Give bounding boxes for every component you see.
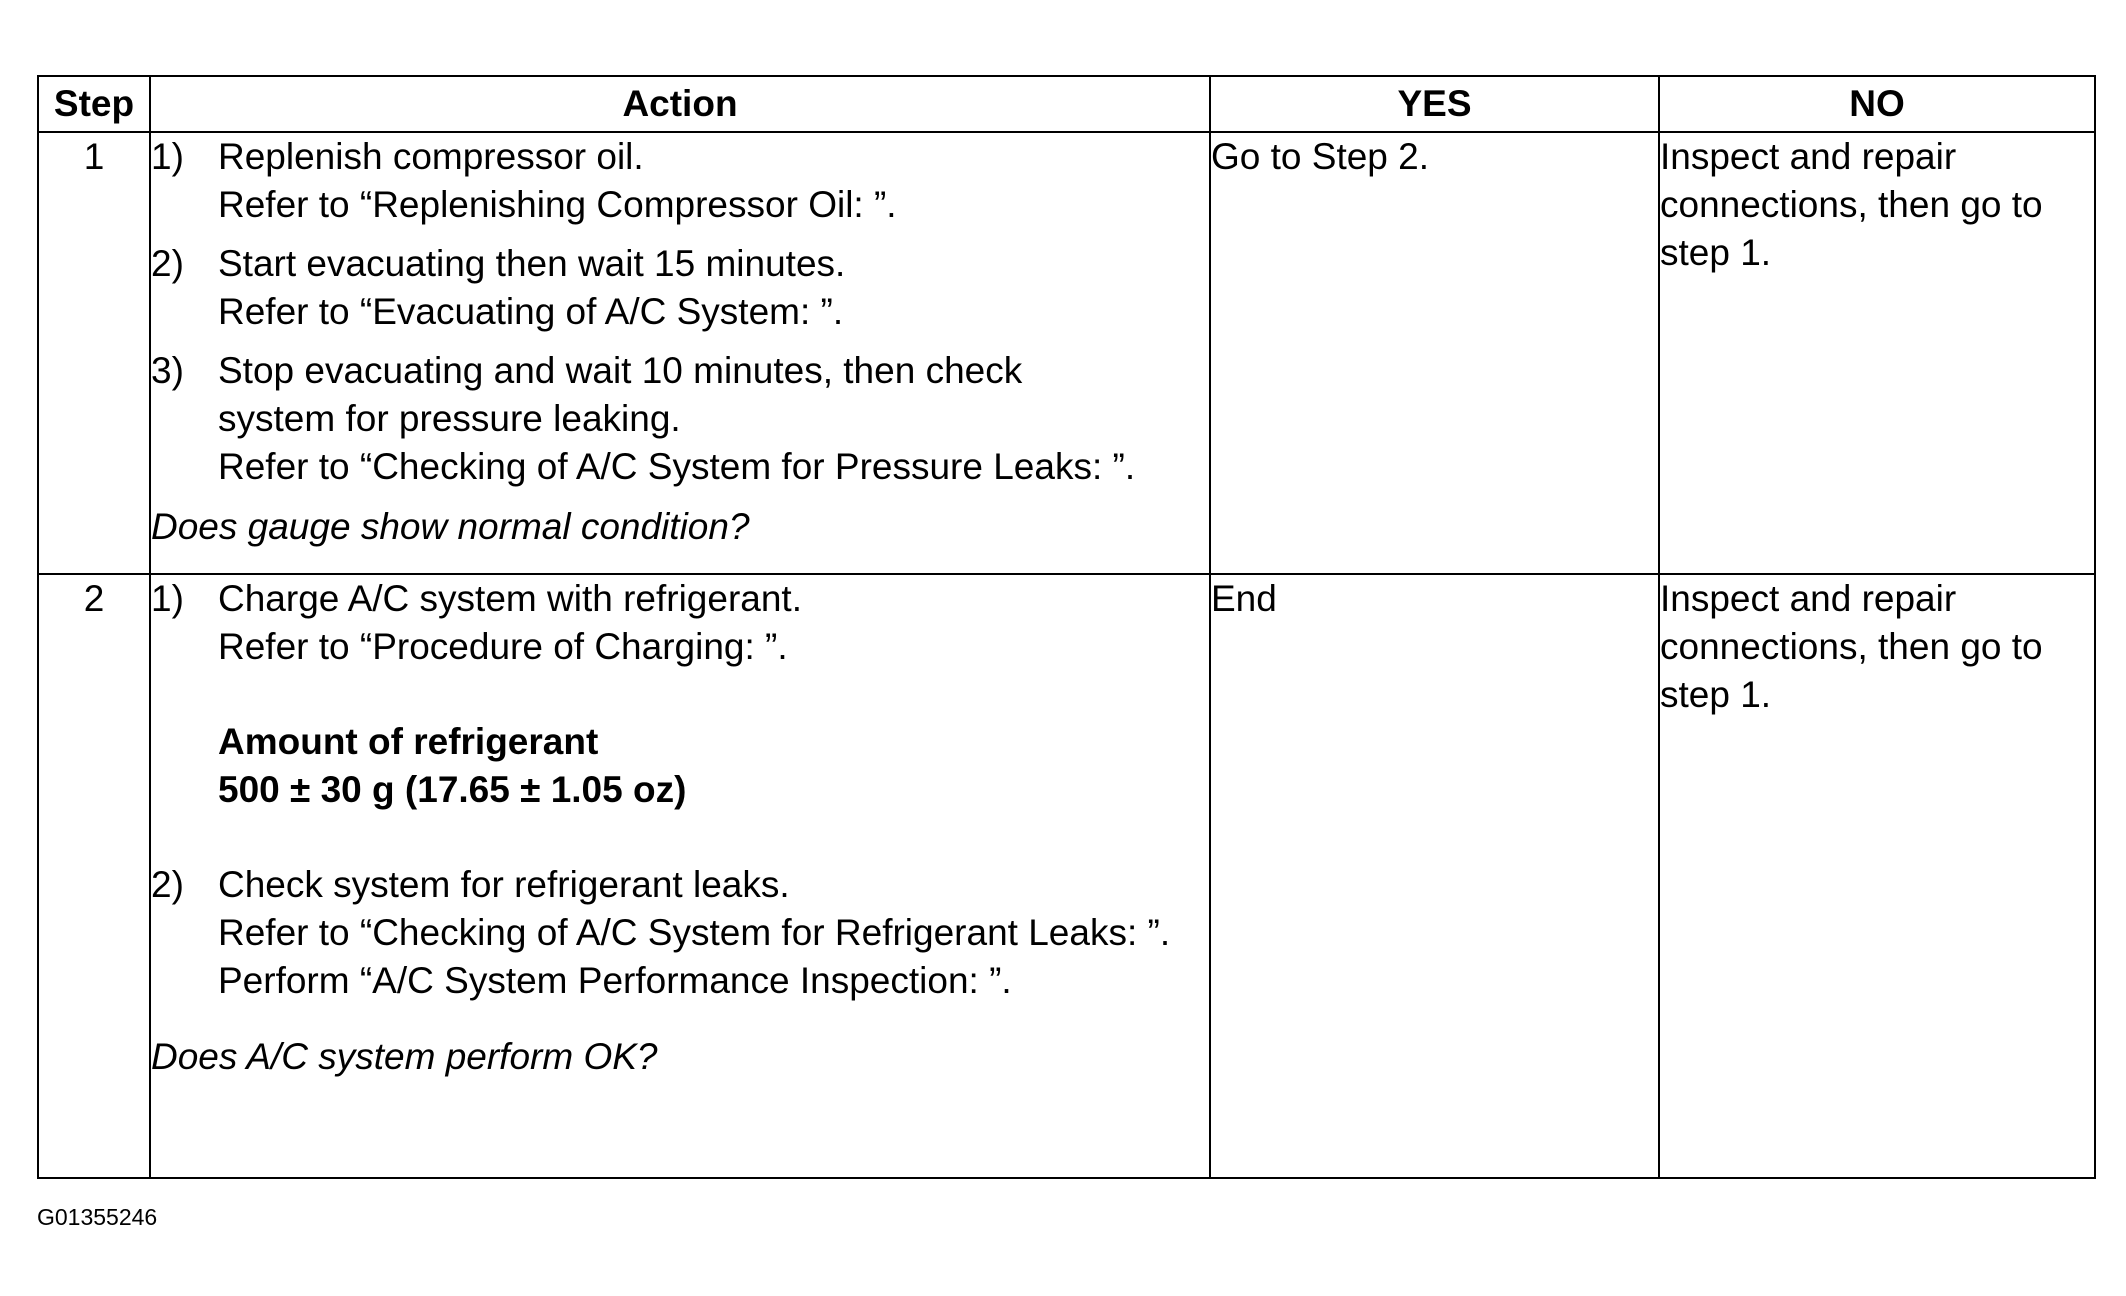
action-line: Charge A/C system with refrigerant.: [218, 578, 802, 619]
action-item-number: 1): [151, 578, 184, 619]
action-item-body: [218, 575, 1209, 861]
action-item: [151, 347, 1209, 491]
action-line: Refer to “Checking of A/C System for Pressure Leaks: ”.: [218, 446, 1136, 487]
action-cell: [150, 574, 1210, 1178]
action-item-body: [218, 240, 1209, 336]
header-row: [38, 76, 2095, 132]
header-yes: YES: [1210, 76, 1659, 132]
header-step: Step: [38, 76, 150, 132]
header-action: Action: [150, 76, 1210, 132]
action-line: Refer to “Replenishing Compressor Oil: ”.: [218, 184, 897, 225]
action-item-body: [218, 133, 1209, 229]
action-item-number: 2): [151, 864, 184, 905]
troubleshooting-table: [37, 75, 2096, 1179]
refrigerant-spec: [218, 718, 1209, 814]
action-cell: [150, 132, 1210, 574]
action-line: system for pressure leaking.: [218, 398, 681, 439]
table-row: [38, 132, 2095, 574]
action-item-body: [218, 861, 1209, 1005]
action-line: Stop evacuating and wait 10 minutes, then check: [218, 350, 1023, 391]
yes-result: Go to Step 2.: [1210, 132, 1659, 574]
troubleshooting-table-wrap: [37, 75, 2094, 1179]
step-number: 1: [38, 132, 150, 574]
action-item-number: 1): [151, 136, 184, 177]
action-item-number: 3): [151, 350, 184, 391]
action-line: Refer to “Procedure of Charging: ”.: [218, 626, 788, 667]
action-line: Check system for refrigerant leaks.: [218, 864, 790, 905]
no-result: Inspect and repair connections, then go to step 1.: [1659, 132, 2095, 574]
spec-title: Amount of refrigerant: [218, 721, 599, 762]
action-line: Perform “A/C System Performance Inspection: ”.: [218, 960, 1012, 1001]
action-item: [151, 133, 1209, 229]
action-item: [151, 861, 1209, 1005]
step-number: 2: [38, 574, 150, 1178]
table-row: [38, 574, 2095, 1178]
border-gap: [1581, 497, 1615, 505]
action-item-body: [218, 347, 1209, 491]
action-line: Refer to “Evacuating of A/C System: ”.: [218, 291, 844, 332]
action-line: Replenish compressor oil.: [218, 136, 644, 177]
action-item: [151, 240, 1209, 336]
action-item: [151, 575, 1209, 861]
step-question: Does A/C system perform OK?: [151, 1036, 658, 1077]
action-item-number: 2): [151, 243, 184, 284]
header-no: NO: [1659, 76, 2095, 132]
figure-id: G01355246: [37, 1204, 158, 1230]
spec-value: 500 ± 30 g (17.65 ± 1.05 oz): [218, 769, 687, 810]
yes-result: End: [1210, 574, 1659, 1178]
no-result: Inspect and repair connections, then go to step 1.: [1659, 574, 2095, 1178]
step-question: Does gauge show normal condition?: [151, 506, 750, 547]
action-line: Refer to “Checking of A/C System for Refrigerant Leaks: ”.: [218, 912, 1171, 953]
action-line: Start evacuating then wait 15 minutes.: [218, 243, 846, 284]
